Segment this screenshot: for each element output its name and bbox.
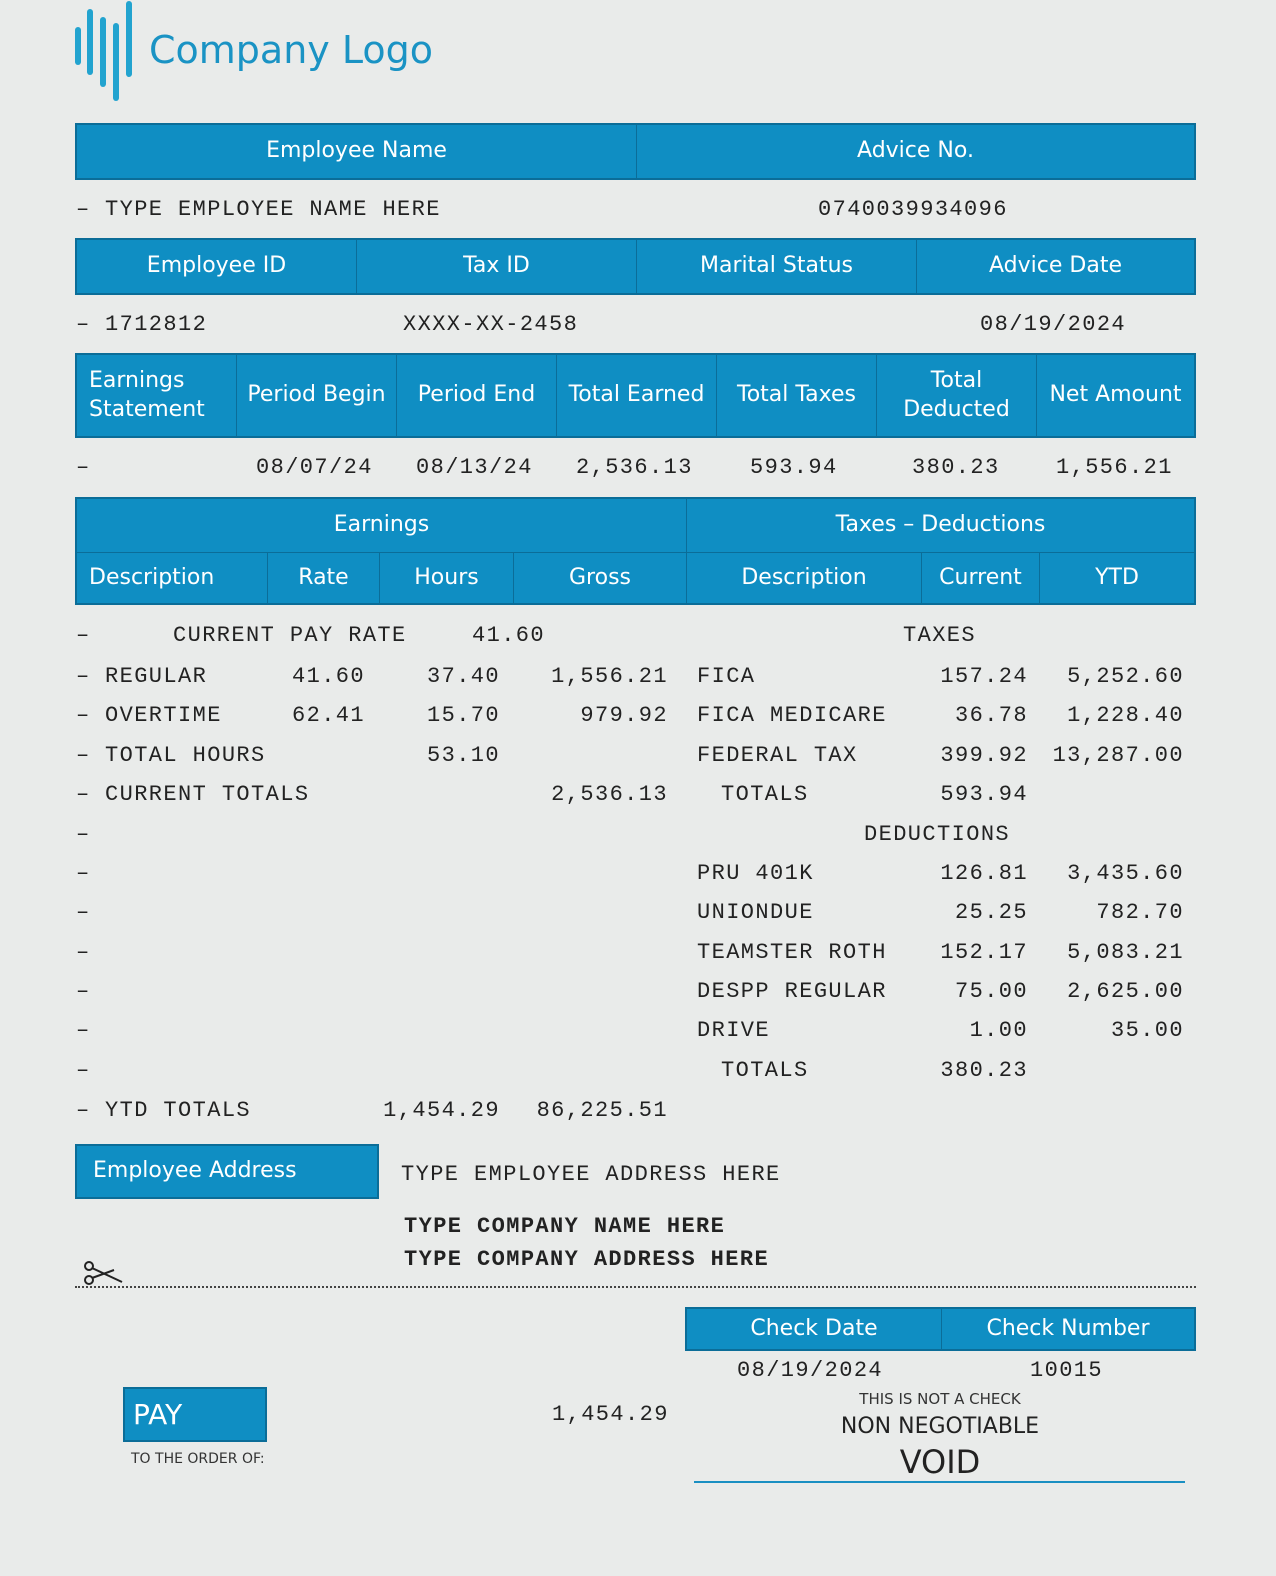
total-taxes-value: 593.94: [750, 455, 838, 480]
detail-header: [75, 497, 1196, 605]
check-date-header: Check Date: [687, 1309, 942, 1349]
earning-rate: 62.41: [291, 703, 365, 728]
deduction-ytd: 35.00: [1110, 1018, 1184, 1043]
row-dash: –: [76, 1098, 91, 1123]
row-dash: –: [76, 861, 91, 886]
not-a-check-text: THIS IS NOT A CHECK: [859, 1390, 1021, 1408]
name-advice-header: [75, 123, 1196, 180]
ytd-hours-value: 1,454.29: [383, 1098, 500, 1123]
earning-rate: 41.60: [291, 664, 365, 689]
deduction-current: 126.81: [940, 861, 1028, 886]
signature-line: [694, 1481, 1185, 1483]
advice-date-value: 08/19/2024: [980, 312, 1127, 337]
tax-current: 36.78: [954, 703, 1028, 728]
employee-address-label: Employee Address: [93, 1158, 297, 1184]
deduction-ytd: 782.70: [1096, 900, 1184, 925]
row-dash: –: [76, 782, 91, 807]
current-pay-rate-value: 41.60: [472, 623, 546, 648]
non-negotiable-text: NON NEGOTIABLE: [840, 1414, 1040, 1439]
ytd-header: YTD: [1095, 564, 1139, 590]
order-of-label: TO THE ORDER OF:: [131, 1451, 265, 1467]
row-dash: –: [76, 703, 91, 728]
employee-name-value: TYPE EMPLOYEE NAME HERE: [105, 197, 441, 222]
period-end-header: Period End: [397, 355, 557, 436]
earnings-group-header: Earnings: [77, 499, 687, 553]
earning-hours: 53.10: [426, 743, 500, 768]
current-header: Current: [922, 553, 1040, 603]
deductions-heading: DEDUCTIONS: [864, 822, 1011, 847]
period-begin-header: Period Begin: [237, 355, 397, 436]
pay-label: PAY: [133, 1397, 183, 1431]
tax-ytd: 13,287.00: [1052, 743, 1184, 768]
row-dash: –: [76, 900, 91, 925]
logo-bars-icon: [70, 0, 140, 104]
tax-desc: FICA: [697, 664, 756, 689]
deduction-desc: UNIONDUE: [697, 900, 814, 925]
ytd-gross-value: 86,225.51: [536, 1098, 668, 1123]
period-end-value: 08/13/24: [416, 455, 533, 480]
deduction-current: 75.00: [954, 979, 1028, 1004]
summary-header: [75, 353, 1196, 438]
earning-desc: OVERTIME: [105, 703, 222, 728]
ytd-totals-label: YTD TOTALS: [105, 1098, 252, 1123]
current-pay-rate-label: CURRENT PAY RATE: [173, 623, 407, 648]
net-amount-value: 1,556.21: [1056, 455, 1173, 480]
gross-header: Gross: [514, 553, 687, 603]
earning-desc: CURRENT TOTALS: [105, 782, 310, 807]
row-dash: –: [76, 743, 91, 768]
taxes-totals-label: TOTALS: [721, 782, 809, 807]
tax-current: 399.92: [940, 743, 1028, 768]
earning-gross: 979.92: [580, 703, 668, 728]
deduction-desc: DESPP REGULAR: [697, 979, 887, 1004]
tax-id-header: Tax ID: [357, 240, 637, 293]
employee-id-value: 1712812: [105, 312, 208, 337]
id-header: [75, 238, 1196, 295]
void-text: VOID: [899, 1443, 981, 1481]
pay-label-box: [123, 1387, 267, 1442]
row-dash: –: [76, 664, 91, 689]
tax-id-value: XXXX-XX-2458: [403, 312, 579, 337]
company-logo: [70, 0, 140, 104]
earning-hours: 37.40: [426, 664, 500, 689]
advice-no-header: Advice No.: [857, 138, 974, 164]
row-dash: –: [76, 623, 91, 648]
rate-header: Rate: [268, 553, 380, 603]
total-earned-value: 2,536.13: [576, 455, 693, 480]
deduction-ytd: 3,435.60: [1067, 861, 1184, 886]
row-dash: –: [76, 979, 91, 1004]
taxes-deductions-group-header: Taxes – Deductions: [687, 499, 1194, 553]
row-dash: –: [76, 455, 91, 480]
deduction-current: 152.17: [940, 940, 1028, 965]
deduction-desc: TEAMSTER ROTH: [697, 940, 887, 965]
deduction-ytd: 5,083.21: [1067, 940, 1184, 965]
row-dash: –: [76, 822, 91, 847]
check-date-value: 08/19/2024: [737, 1358, 884, 1383]
check-number-value: 10015: [1030, 1358, 1104, 1383]
row-dash: –: [76, 940, 91, 965]
employee-name-header: Employee Name: [77, 125, 637, 178]
deduction-desc: DRIVE: [697, 1018, 771, 1043]
check-amount: 1,454.29: [552, 1402, 669, 1427]
hours-header: Hours: [380, 553, 514, 603]
total-taxes-header: Total Taxes: [717, 355, 877, 436]
deductions-totals-label: TOTALS: [721, 1058, 809, 1083]
tax-desc: FICA MEDICARE: [697, 703, 887, 728]
taxes-heading: TAXES: [903, 623, 977, 648]
row-dash: –: [76, 312, 91, 337]
total-deducted-value: 380.23: [912, 455, 1000, 480]
deductions-totals-value: 380.23: [940, 1058, 1028, 1083]
advice-no-value: 0740039934096: [818, 197, 1008, 222]
description-header: Description: [77, 553, 268, 603]
row-dash: –: [76, 197, 91, 222]
earning-gross: 1,556.21: [551, 664, 668, 689]
earning-desc: REGULAR: [105, 664, 208, 689]
period-begin-value: 08/07/24: [256, 455, 373, 480]
company-address: TYPE COMPANY ADDRESS HERE: [404, 1247, 770, 1272]
company-logo-text: Company Logo: [149, 28, 433, 72]
tax-current: 157.24: [940, 664, 1028, 689]
employee-address-value: TYPE EMPLOYEE ADDRESS HERE: [401, 1162, 781, 1187]
total-deducted-header: Total Deducted: [877, 355, 1037, 436]
earning-hours: 15.70: [426, 703, 500, 728]
description-header-2: Description: [687, 553, 922, 603]
check-header: [685, 1307, 1196, 1351]
check-number-header: Check Number: [986, 1315, 1150, 1341]
deduction-current: 25.25: [954, 900, 1028, 925]
employee-address-label-box: [75, 1144, 379, 1199]
earning-gross: 2,536.13: [551, 782, 668, 807]
tax-ytd: 5,252.60: [1067, 664, 1184, 689]
tax-ytd: 1,228.40: [1067, 703, 1184, 728]
earning-desc: TOTAL HOURS: [105, 743, 266, 768]
deduction-ytd: 2,625.00: [1067, 979, 1184, 1004]
employee-id-header: Employee ID: [77, 240, 357, 293]
earnings-statement-header: Earnings Statement: [77, 355, 237, 436]
marital-status-header: Marital Status: [637, 240, 917, 293]
company-name: TYPE COMPANY NAME HERE: [404, 1214, 726, 1239]
tax-desc: FEDERAL TAX: [697, 743, 858, 768]
row-dash: –: [76, 1058, 91, 1083]
deduction-current: 1.00: [969, 1018, 1028, 1043]
taxes-totals-value: 593.94: [940, 782, 1028, 807]
total-earned-header: Total Earned: [557, 355, 717, 436]
net-amount-header: Net Amount: [1049, 382, 1182, 408]
advice-date-header: Advice Date: [989, 253, 1122, 279]
row-dash: –: [76, 1018, 91, 1043]
cut-line-divider: [75, 1286, 1196, 1288]
deduction-desc: PRU 401K: [697, 861, 814, 886]
